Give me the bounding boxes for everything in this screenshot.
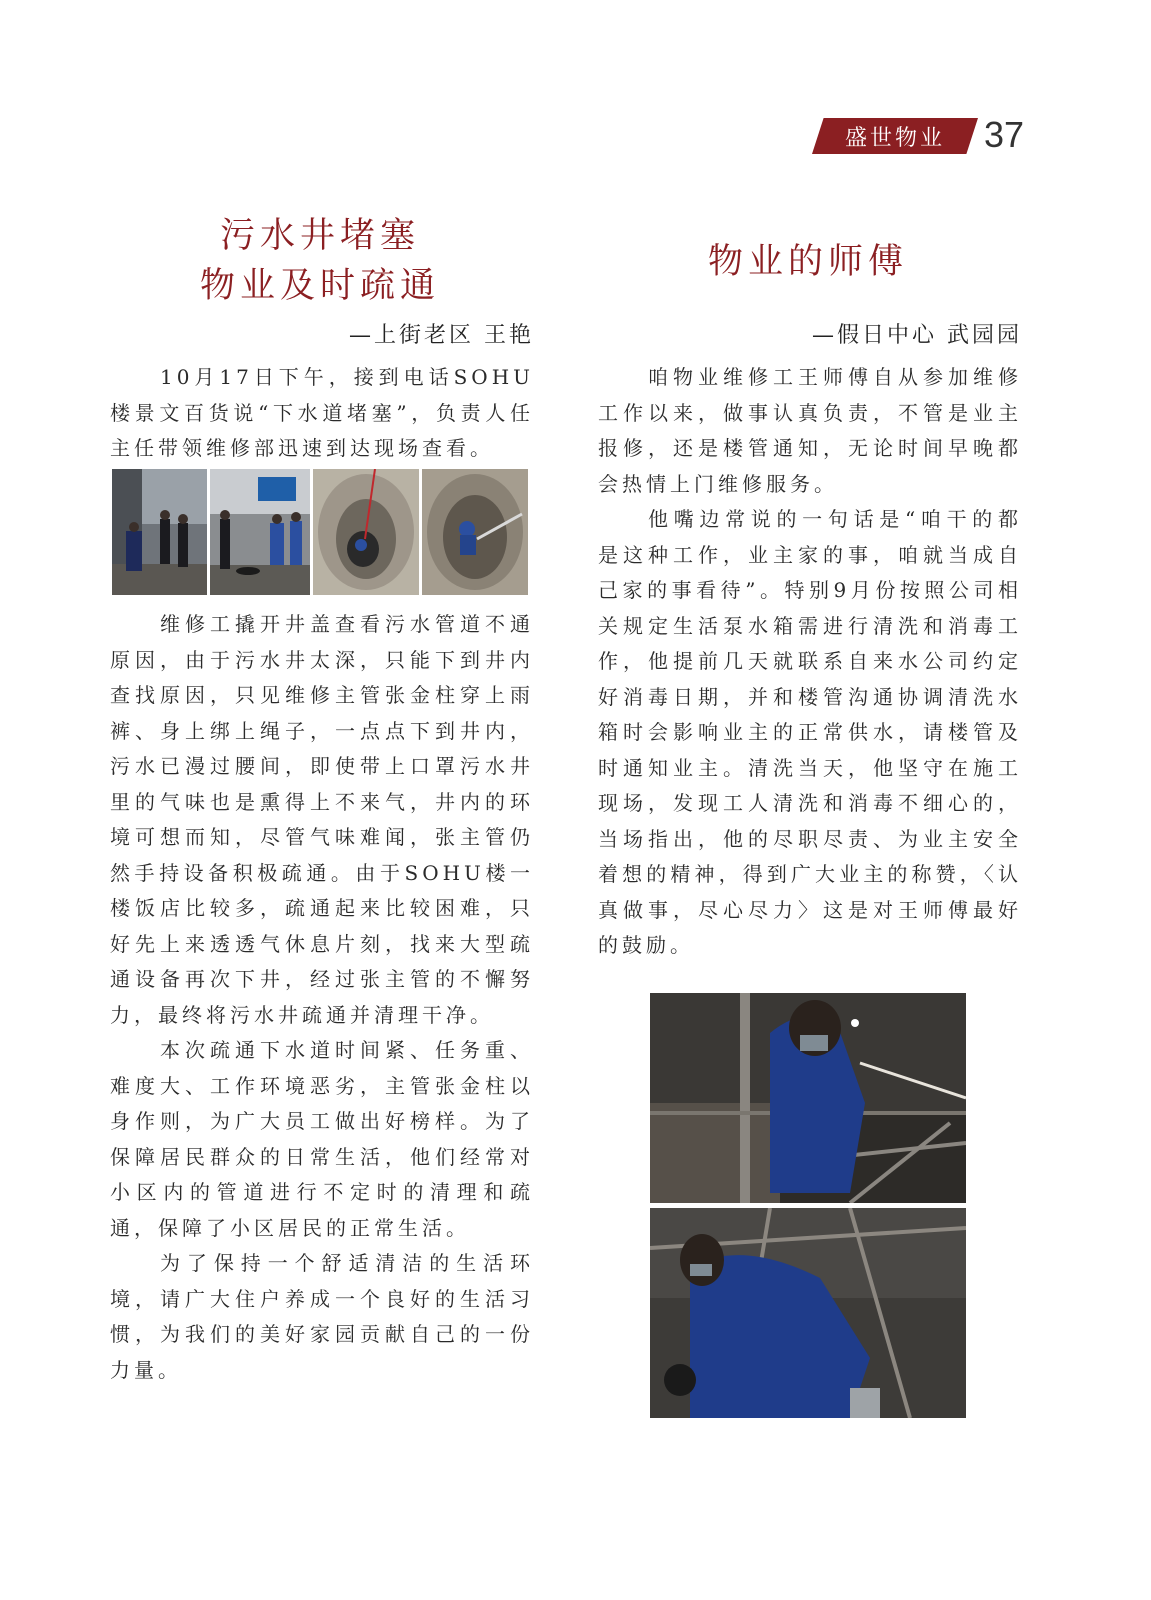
- article2-paragraph: 他嘴边常说的一句话是“咱干的都是这种工作，业主家的事，咱就当成自己家的事看待”。特别9月份按照公司相关规定生活泵水箱需进行清洗和消毒工作，他提前几天就联系自来水公司约定好消毒日期，并和楼管沟通协调清洗水箱时会影响业主的正常供水，请楼管及时通知业主。清洗当天，他坚守在施工现场，发现工人清洗和消毒不细心的，当场指出，他的尽职尽责、为业主安全着想的精神，得到广大业主的称赞，〈认真做事，尽心尽力〉这是对王师傅最好的鼓励。: [598, 507, 1022, 957]
- section-label: 盛世物业: [844, 125, 945, 151]
- article1-byline: —上街老区 王艳: [349, 323, 534, 348]
- article1-intro: [110, 360, 534, 467]
- photo-worker-in-well: [422, 469, 528, 595]
- article1-paragraph: 本次疏通下水道时间紧、任务重、难度大、工作环境恶劣，主管张金柱以身作则，为广大员工做出好榜样。为了保障居民群众的日常生活，他们经常对小区内的管道进行不定时的清理和疏通，保障了小区居民的正常生活。: [110, 1038, 534, 1240]
- photo-tank-cleaning-1: [650, 993, 966, 1203]
- article1-body: [110, 607, 534, 1388]
- page-number: 37: [984, 114, 1025, 155]
- article1-paragraph: 为了保持一个舒适清洁的生活环境，请广大住户养成一个良好的生活习惯，为我们的美好家园贡献自己的一份力量。: [110, 1251, 534, 1382]
- article1-paragraph: 维修工撬开井盖查看污水管道不通原因，由于污水井太深，只能下到井内查找原因，只见维修主管张金柱穿上雨裤、身上绑上绳子，一点点下到井内，污水已漫过腰间，即使带上口罩污水井里的气味也是熏得上不来气，井内的环境可想而知，尽管气味难闻，张主管仍然手持设备积极疏通。由于SOHU楼一楼饭店比较多，疏通起来比较困难，只好先上来透透气休息片刻，找来大型疏通设备再次下井，经过张主管的不懈努力，最终将污水井疏通并清理干净。: [110, 612, 534, 1027]
- photo-well-interior: [313, 469, 419, 595]
- article1-title-line2: 物业及时疏通: [199, 266, 440, 306]
- photo-street-scene: [112, 469, 207, 595]
- article2-body: [598, 360, 1022, 964]
- article2-byline: —假日中心 武园园: [812, 323, 1022, 348]
- photo-workers-manhole: [210, 469, 310, 595]
- article1-title-line1: 污水井堵塞: [219, 216, 420, 256]
- article2-paragraph: 咱物业维修工王师傅自从参加维修工作以来，做事认真负责，不管是业主报修，还是楼管通知，无论时间早晚都会热情上门维修服务。: [598, 365, 1022, 496]
- article1-paragraph: 10月17日下午，接到电话SOHU楼景文百货说“下水道堵塞”，负责人任主任带领维修部迅速到达现场查看。: [110, 365, 534, 460]
- photo-tank-cleaning-2: [650, 1208, 966, 1418]
- article2-title: 物业的师傅: [707, 242, 908, 282]
